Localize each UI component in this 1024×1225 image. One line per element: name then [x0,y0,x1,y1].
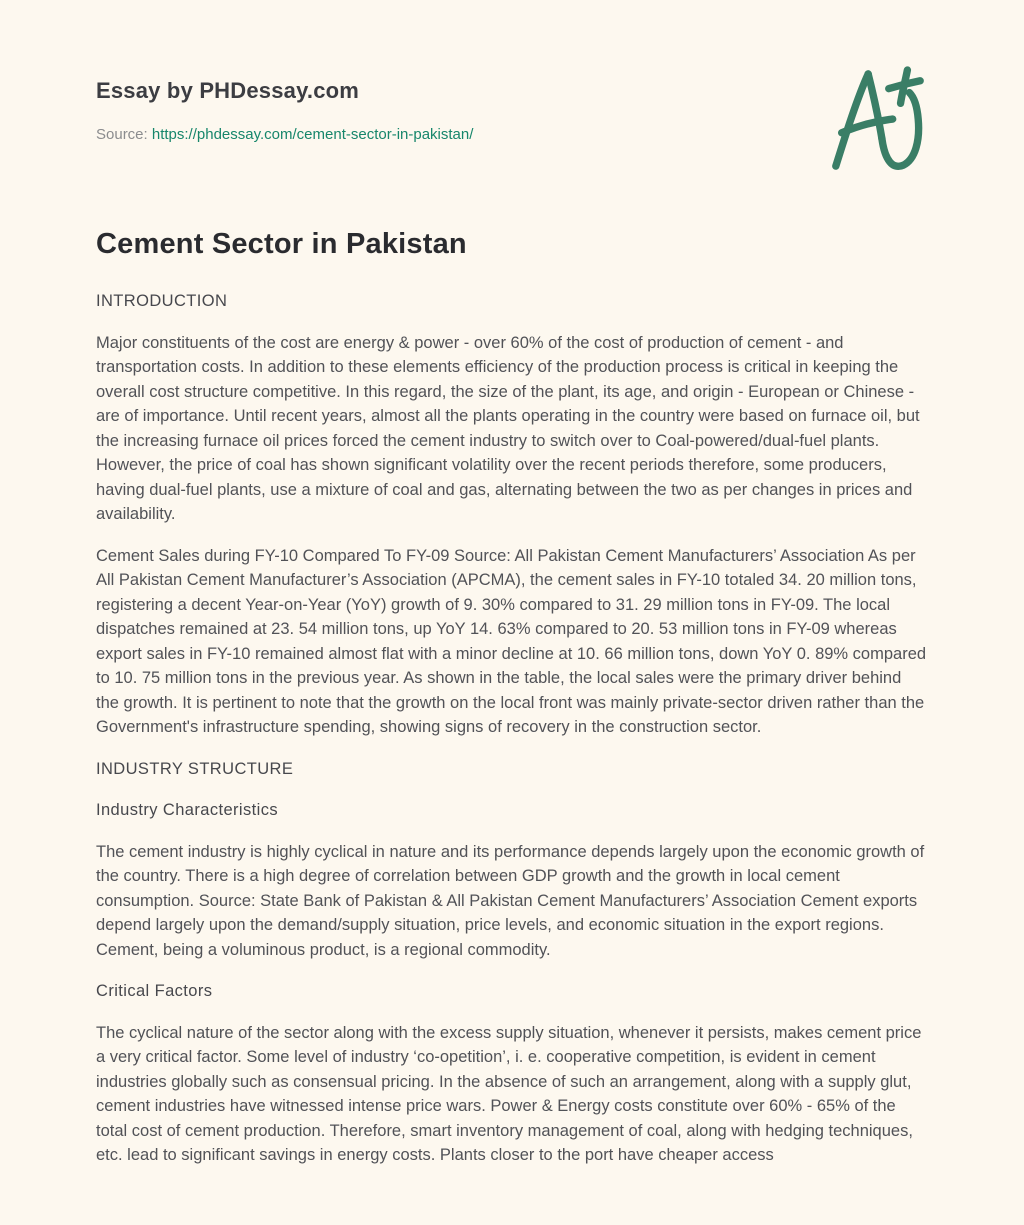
a-plus-logo-icon [826,64,928,178]
page-header [96,78,928,178]
section-heading-critical-factors: Critical Factors [96,982,213,1000]
section-heading-introduction: INTRODUCTION [96,292,228,310]
section-heading-industry-characteristics: Industry Characteristics [96,801,278,819]
source-label: Source: [96,126,148,143]
essay-paragraph: The cement industry is highly cyclical in nature and its performance depends largely upon the economic growth of the country. There is a high degree of correlation between GDP growth and the growth in local cement consumption. Source: State Bank of Pakistan & All Pakistan Cement Manufacturers’ Association Cement exports depend largely upon the demand/supply situation, price levels, and economic situation in the export regions. Cement, being a voluminous product, is a regional commodity. [96,842,925,959]
essay-paragraph: Cement Sales during FY-10 Compared To FY-09 Source: All Pakistan Cement Manufacturers’ Association As per All Pakistan Cement Manufacturer’s Association (APCMA), the cement sales in FY-10 totaled 34. 20 million tons, registering a decent Year-on-Year (YoY) growth of 9. 30% compared to 31. 29 million tons in FY-09. The local dispatches remained at 23. 54 million tons, up YoY 14. 63% compared to 20. 53 million tons in FY-09 whereas export sales in FY-10 remained almost flat with a minor decline at 10. 66 million tons, down YoY 0. 89% compared to 10. 75 million tons in the previous year. As shown in the table, the local sales were the primary driver behind the growth. It is pertinent to note that the growth on the local front was mainly private-sector driven rather than the Government's infrastructure spending, showing signs of recovery in the construction sector. [96,546,927,736]
essay-paragraph: The cyclical nature of the sector along with the excess supply situation, whenever it persists, makes cement price a very critical factor. Some level of industry ‘co-opetition’, i. e. cooperative competition, is evident in cement industries globally such as consensual pricing. In the absence of such an arrangement, along with a supply glut, cement industries have witnessed intense price wars. Power & Energy costs constitute over 60% - 65% of the total cost of cement production. Therefore, smart inventory management of coal, along with hedging techniques, etc. lead to significant savings in energy costs. Plants closer to the port have cheaper access [96,1023,922,1164]
source-line [96,126,826,143]
source-url-link[interactable]: https://phdessay.com/cement-sector-in-pakistan/ [151,126,474,143]
provider-title: Essay by PHDessay.com [96,78,360,103]
essay-title: Cement Sector in Pakistan [96,228,467,260]
essay-paragraph: Major constituents of the cost are energy & power - over 60% of the cost of production of cement - and transportation costs. In addition to these elements efficiency of the production process is critical in keeping the overall cost structure competitive. In this regard, the size of the plant, its age, and origin - European or Chinese - are of importance. Until recent years, almost all the plants operating in the country were based on furnace oil, but the increasing furnace oil prices forced the cement industry to switch over to Coal-powered/dual-fuel plants. However, the price of coal has shown significant volatility over the recent periods therefore, some producers, having dual-fuel plants, use a mixture of coal and gas, alternating between the two as per changes in prices and availability. [96,333,920,523]
section-heading-industry-structure: INDUSTRY STRUCTURE [96,759,294,778]
header-text-column [96,78,826,143]
